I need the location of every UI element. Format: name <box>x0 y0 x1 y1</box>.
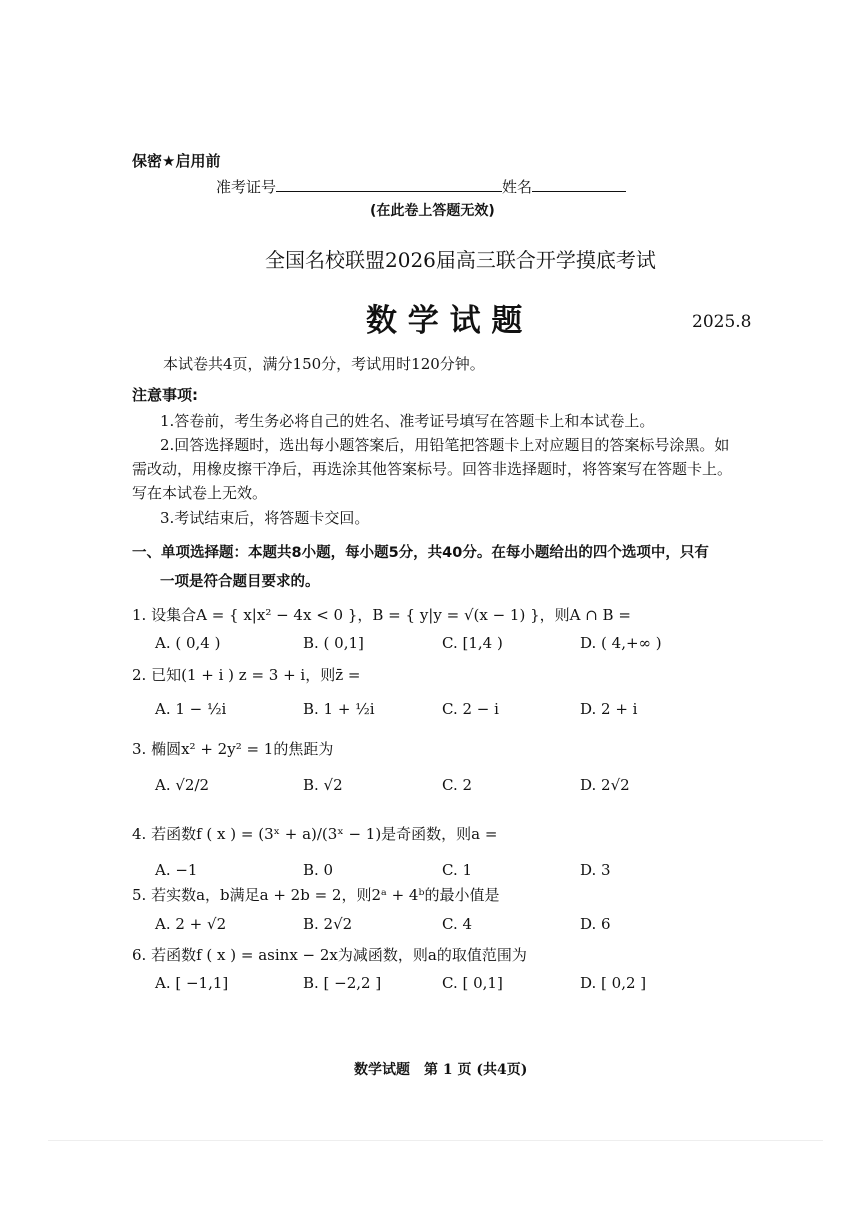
q3-option-b[interactable]: B. √2 <box>303 776 343 794</box>
q5-option-d[interactable]: D. 6 <box>580 915 611 933</box>
question-text: 设集合A = { x|x² − 4x < 0 }，B = { y|y = √(x − 1) }，则A ∩ B = <box>151 606 631 624</box>
scan-edge-divider <box>48 1140 823 1141</box>
q6-option-a[interactable]: A. [ −1,1] <box>155 974 229 992</box>
exam-id-row <box>216 176 626 197</box>
name-blank[interactable] <box>532 177 626 192</box>
question-text: 若函数f ( x ) = asinx − 2x为减函数，则a的取值范围为 <box>151 946 527 964</box>
q6-option-d[interactable]: D. [ 0,2 ] <box>580 974 647 992</box>
q3-option-a[interactable]: A. √2/2 <box>155 776 210 794</box>
question-number: 3. <box>132 740 147 758</box>
page-title: 数 学 试 题 <box>366 303 523 339</box>
notes-heading: 注意事项: <box>132 386 198 404</box>
q1-option-a[interactable]: A. ( 0,4 ) <box>155 634 221 652</box>
confidential-label: 保密★启用前 <box>132 152 221 170</box>
question-text: 若实数a，b满足a + 2b = 2，则2ᵃ + 4ᵇ的最小值是 <box>151 886 500 904</box>
page-footer: 数学试题 第 1 页 (共4页) <box>354 1062 528 1078</box>
exam-id-blank[interactable] <box>276 177 502 192</box>
no-answer-note: (在此卷上答题无效) <box>370 203 495 219</box>
question-text: 已知(1 + i ) z = 3 + i，则z̄ = <box>151 666 361 684</box>
q2-option-a[interactable]: A. 1 − ½i <box>155 700 227 718</box>
question-text: 椭圆x² + 2y² = 1的焦距为 <box>151 740 334 758</box>
q1-option-d[interactable]: D. ( 4,+∞ ) <box>580 634 662 652</box>
q3-option-c[interactable]: C. 2 <box>442 776 473 794</box>
q6-option-c[interactable]: C. [ 0,1] <box>442 974 503 992</box>
q5-option-b[interactable]: B. 2√2 <box>303 915 353 933</box>
note-item-2: 2.回答选择题时，选出每小题答案后，用铅笔把答题卡上对应题目的答案标号涂黑。如 <box>160 436 730 454</box>
question-4 <box>132 823 497 844</box>
question-1 <box>132 604 631 625</box>
q4-option-d[interactable]: D. 3 <box>580 861 611 879</box>
section-heading-cont: 一项是符合题目要求的。 <box>160 574 320 590</box>
q1-option-c[interactable]: C. [1,4 ) <box>442 634 503 652</box>
intro-text: 本试卷共4页，满分150分，考试用时120分钟。 <box>163 355 485 373</box>
question-number: 6. <box>132 946 147 964</box>
question-5 <box>132 884 499 905</box>
question-number: 1. <box>132 606 147 624</box>
question-6 <box>132 944 527 965</box>
q6-option-b[interactable]: B. [ −2,2 ] <box>303 974 382 992</box>
question-text: 若函数f ( x ) = (3ˣ + a)/(3ˣ − 1)是奇函数，则a = <box>151 825 498 843</box>
note-item-2-end: 写在本试卷上无效。 <box>132 484 268 502</box>
question-number: 4. <box>132 825 147 843</box>
q2-option-c[interactable]: C. 2 − i <box>442 700 499 718</box>
exam-date: 2025.8 <box>692 312 752 332</box>
q4-option-a[interactable]: A. −1 <box>155 861 198 879</box>
q5-option-a[interactable]: A. 2 + √2 <box>155 915 227 933</box>
question-3 <box>132 738 333 759</box>
note-item-3: 3.考试结束后，将答题卡交回。 <box>160 509 370 527</box>
q3-option-d[interactable]: D. 2√2 <box>580 776 630 794</box>
note-item-1: 1.答卷前，考生务必将自己的姓名、准考证号填写在答题卡上和本试卷上。 <box>160 412 655 430</box>
exam-id-label: 准考证号 <box>216 178 277 196</box>
q5-option-c[interactable]: C. 4 <box>442 915 473 933</box>
q2-option-b[interactable]: B. 1 + ½i <box>303 700 375 718</box>
exam-subtitle: 全国名校联盟2026届高三联合开学摸底考试 <box>265 248 656 272</box>
q1-option-b[interactable]: B. ( 0,1] <box>303 634 364 652</box>
name-label: 姓名 <box>502 178 533 196</box>
q4-option-c[interactable]: C. 1 <box>442 861 473 879</box>
section-heading: 一、单项选择题：本题共8小题，每小题5分，共40分。在每小题给出的四个选项中，只有 <box>132 545 709 561</box>
q4-option-b[interactable]: B. 0 <box>303 861 334 879</box>
question-number: 2. <box>132 666 147 684</box>
note-item-2-cont: 需改动，用橡皮擦干净后，再选涂其他答案标号。回答非选择题时，将答案写在答题卡上。 <box>132 460 733 478</box>
question-2 <box>132 664 360 685</box>
question-number: 5. <box>132 886 147 904</box>
q2-option-d[interactable]: D. 2 + i <box>580 700 638 718</box>
